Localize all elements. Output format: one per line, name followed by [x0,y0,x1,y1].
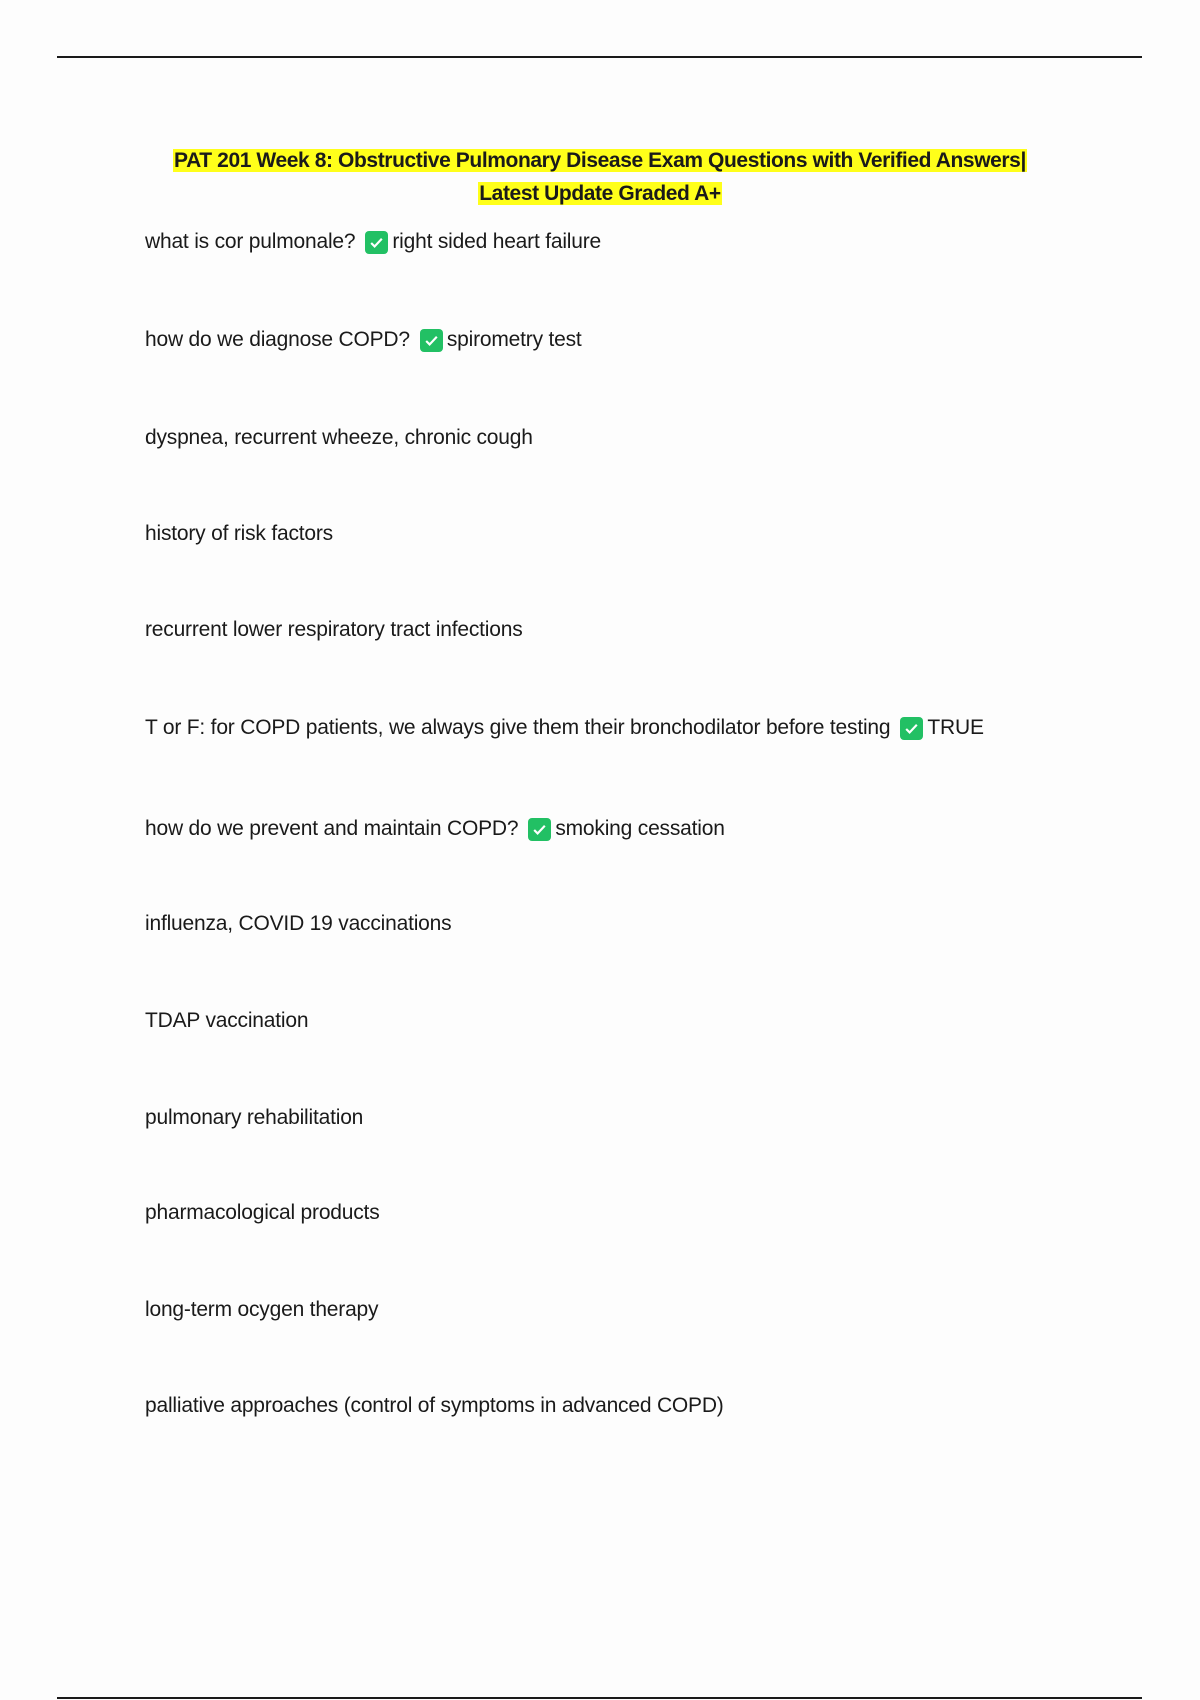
qa-item [145,426,533,450]
question-text: what is cor pulmonale? [145,230,356,253]
qa-item [145,522,333,546]
qa-item [145,1201,380,1225]
item-text: recurrent lower respiratory tract infections [145,618,523,641]
answer-text: TRUE [927,716,984,739]
item-text: pharmacological products [145,1201,380,1224]
qa-item [145,1009,308,1033]
item-text: dyspnea, recurrent wheeze, chronic cough [145,426,533,449]
qa-item [145,230,601,254]
qa-item [145,1394,724,1418]
qa-item [145,618,523,642]
item-text: history of risk factors [145,522,333,545]
qa-item [145,912,451,936]
question-text: T or F: for COPD patients, we always give them their bronchodilator before testing [145,716,891,739]
answer-text: spirometry test [446,328,582,351]
checkmark-icon [528,818,551,841]
answer-text: right sided heart failure [392,230,602,253]
item-text: TDAP vaccination [145,1009,309,1032]
document-title [0,144,1200,210]
qa-item [145,328,582,352]
item-text: influenza, COVID 19 vaccinations [145,912,452,935]
answer-text: smoking cessation [555,817,725,840]
checkmark-icon [420,329,443,352]
qa-item [145,817,725,841]
title-line-1: PAT 201 Week 8: Obstructive Pulmonary Disease Exam Questions with Verified Answers| [174,149,1026,172]
question-text: how do we diagnose COPD? [145,328,410,351]
top-rule [57,56,1142,58]
title-line-2: Latest Update Graded A+ [479,182,721,205]
checkmark-icon [365,231,388,254]
bottom-rule [57,1697,1142,1699]
item-text: palliative approaches (control of symptoms in advanced COPD) [145,1394,724,1417]
question-text: how do we prevent and maintain COPD? [145,817,519,840]
qa-item [145,716,984,740]
item-text: long-term ocygen therapy [145,1298,379,1321]
qa-item [145,1298,378,1322]
item-text: pulmonary rehabilitation [145,1106,364,1129]
checkmark-icon [900,717,923,740]
qa-item [145,1106,363,1130]
